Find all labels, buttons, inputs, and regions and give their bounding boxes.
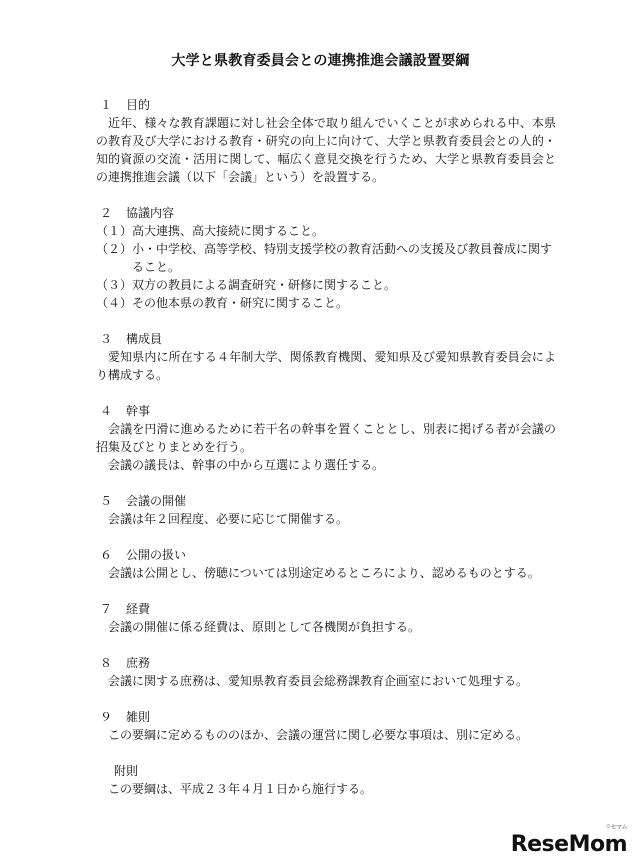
section-4 — [96, 402, 556, 474]
section-heading-text: 庶務 — [126, 656, 151, 670]
list-item-text: 双方の教員による調査研究・研修に関すること。 — [132, 278, 397, 292]
list-item — [96, 276, 556, 294]
logo-text: ReseMom — [510, 832, 627, 857]
section-heading-text: 経費 — [126, 602, 151, 616]
list-item — [96, 240, 556, 276]
section-heading — [96, 492, 556, 510]
section-heading-text: 雑則 — [126, 710, 151, 724]
section-heading — [96, 546, 556, 564]
list-item-text: 小・中学校、高等学校、特別支援学校の教育活動への支援及び教員養成に関すること。 — [132, 242, 553, 274]
section-heading-text: 目的 — [126, 98, 151, 112]
section-2 — [96, 204, 556, 312]
section-paragraph: 会議を円滑に進めるために若干名の幹事を置くこととし、別表に掲げる者が会議の招集及びとりまとめを行う。 — [96, 422, 556, 454]
section-number: ３ — [100, 332, 113, 346]
list-item — [96, 294, 556, 312]
section-paragraph: 会議の開催に係る経費は、原則として各機関が負担する。 — [108, 620, 421, 634]
section-heading-text: 公開の扱い — [126, 548, 187, 562]
list-item-label: （２） — [96, 242, 133, 256]
section-7 — [96, 600, 556, 636]
section-number: ８ — [100, 656, 113, 670]
list-item-label: （１） — [96, 224, 133, 238]
section-heading-text: 会議の開催 — [126, 494, 187, 508]
section-5 — [96, 492, 556, 528]
section-paragraph: 会議は年２回程度、必要に応じて開催する。 — [108, 512, 349, 526]
section-paragraph: この要綱に定めるもののほか、会議の運営に関し必要な事項は、別に定める。 — [108, 728, 529, 742]
document-title: 大学と県教育委員会との連携推進会議設置要綱 — [171, 53, 470, 69]
document-body — [96, 96, 556, 816]
section-heading — [96, 402, 556, 420]
section-heading — [96, 600, 556, 618]
section-heading — [96, 96, 556, 114]
section-6 — [96, 546, 556, 582]
section-paragraph: 会議に関する庶務は、愛知県教育委員会総務課教育企画室において処理する。 — [108, 674, 529, 688]
section-heading — [96, 330, 556, 348]
section-number: ６ — [100, 548, 113, 562]
section-1 — [96, 96, 556, 186]
section-8 — [96, 654, 556, 690]
supplementary-text: この要綱は、平成２３年４月１日から施行する。 — [108, 782, 373, 796]
section-paragraph: 会議の議長は、幹事の中から互選により選任する。 — [108, 458, 385, 472]
section-number: ５ — [100, 494, 113, 508]
section-heading — [96, 204, 556, 222]
resemom-logo — [510, 824, 627, 857]
section-paragraph: 愛知県内に所在する４年制大学、関係教育機関、愛知県及び愛知県教育委員会により構成する。 — [96, 350, 556, 382]
section-heading-text: 協議内容 — [126, 206, 175, 220]
section-heading-text: 幹事 — [126, 404, 151, 418]
section-number: ４ — [100, 404, 113, 418]
list-item — [96, 222, 556, 240]
list-item-label: （４） — [96, 296, 133, 310]
section-9 — [96, 708, 556, 744]
section-3 — [96, 330, 556, 384]
logo-kana: リセマム — [605, 824, 627, 831]
list-item-label: （３） — [96, 278, 133, 292]
supplementary-provisions — [96, 762, 556, 798]
section-heading-text: 構成員 — [126, 332, 163, 346]
supplementary-heading: 附則 — [114, 764, 139, 778]
section-heading — [96, 654, 556, 672]
section-number: ９ — [100, 710, 113, 724]
section-paragraph: 近年、様々な教育課題に対し社会全体で取り組んでいくことが求められる中、本県の教育及び大学における教育・研究の向上に向けて、大学と県教育委員会との人的・知的資源の交流・活用に関して、幅広く意見交換を行うため、大学と県教育委員会との連携推進会議（以下「会議」という）を設置する。 — [96, 116, 556, 184]
section-number: ２ — [100, 206, 113, 220]
section-heading — [96, 708, 556, 726]
section-paragraph: 会議は公開とし、傍聴については別途定めるところにより、認めるものとする。 — [108, 566, 540, 580]
section-number: ７ — [100, 602, 113, 616]
list-item-text: 高大連携、高大接続に関すること。 — [132, 224, 325, 238]
section-number: １ — [100, 98, 113, 112]
list-item-text: その他本県の教育・研究に関すること。 — [132, 296, 349, 310]
